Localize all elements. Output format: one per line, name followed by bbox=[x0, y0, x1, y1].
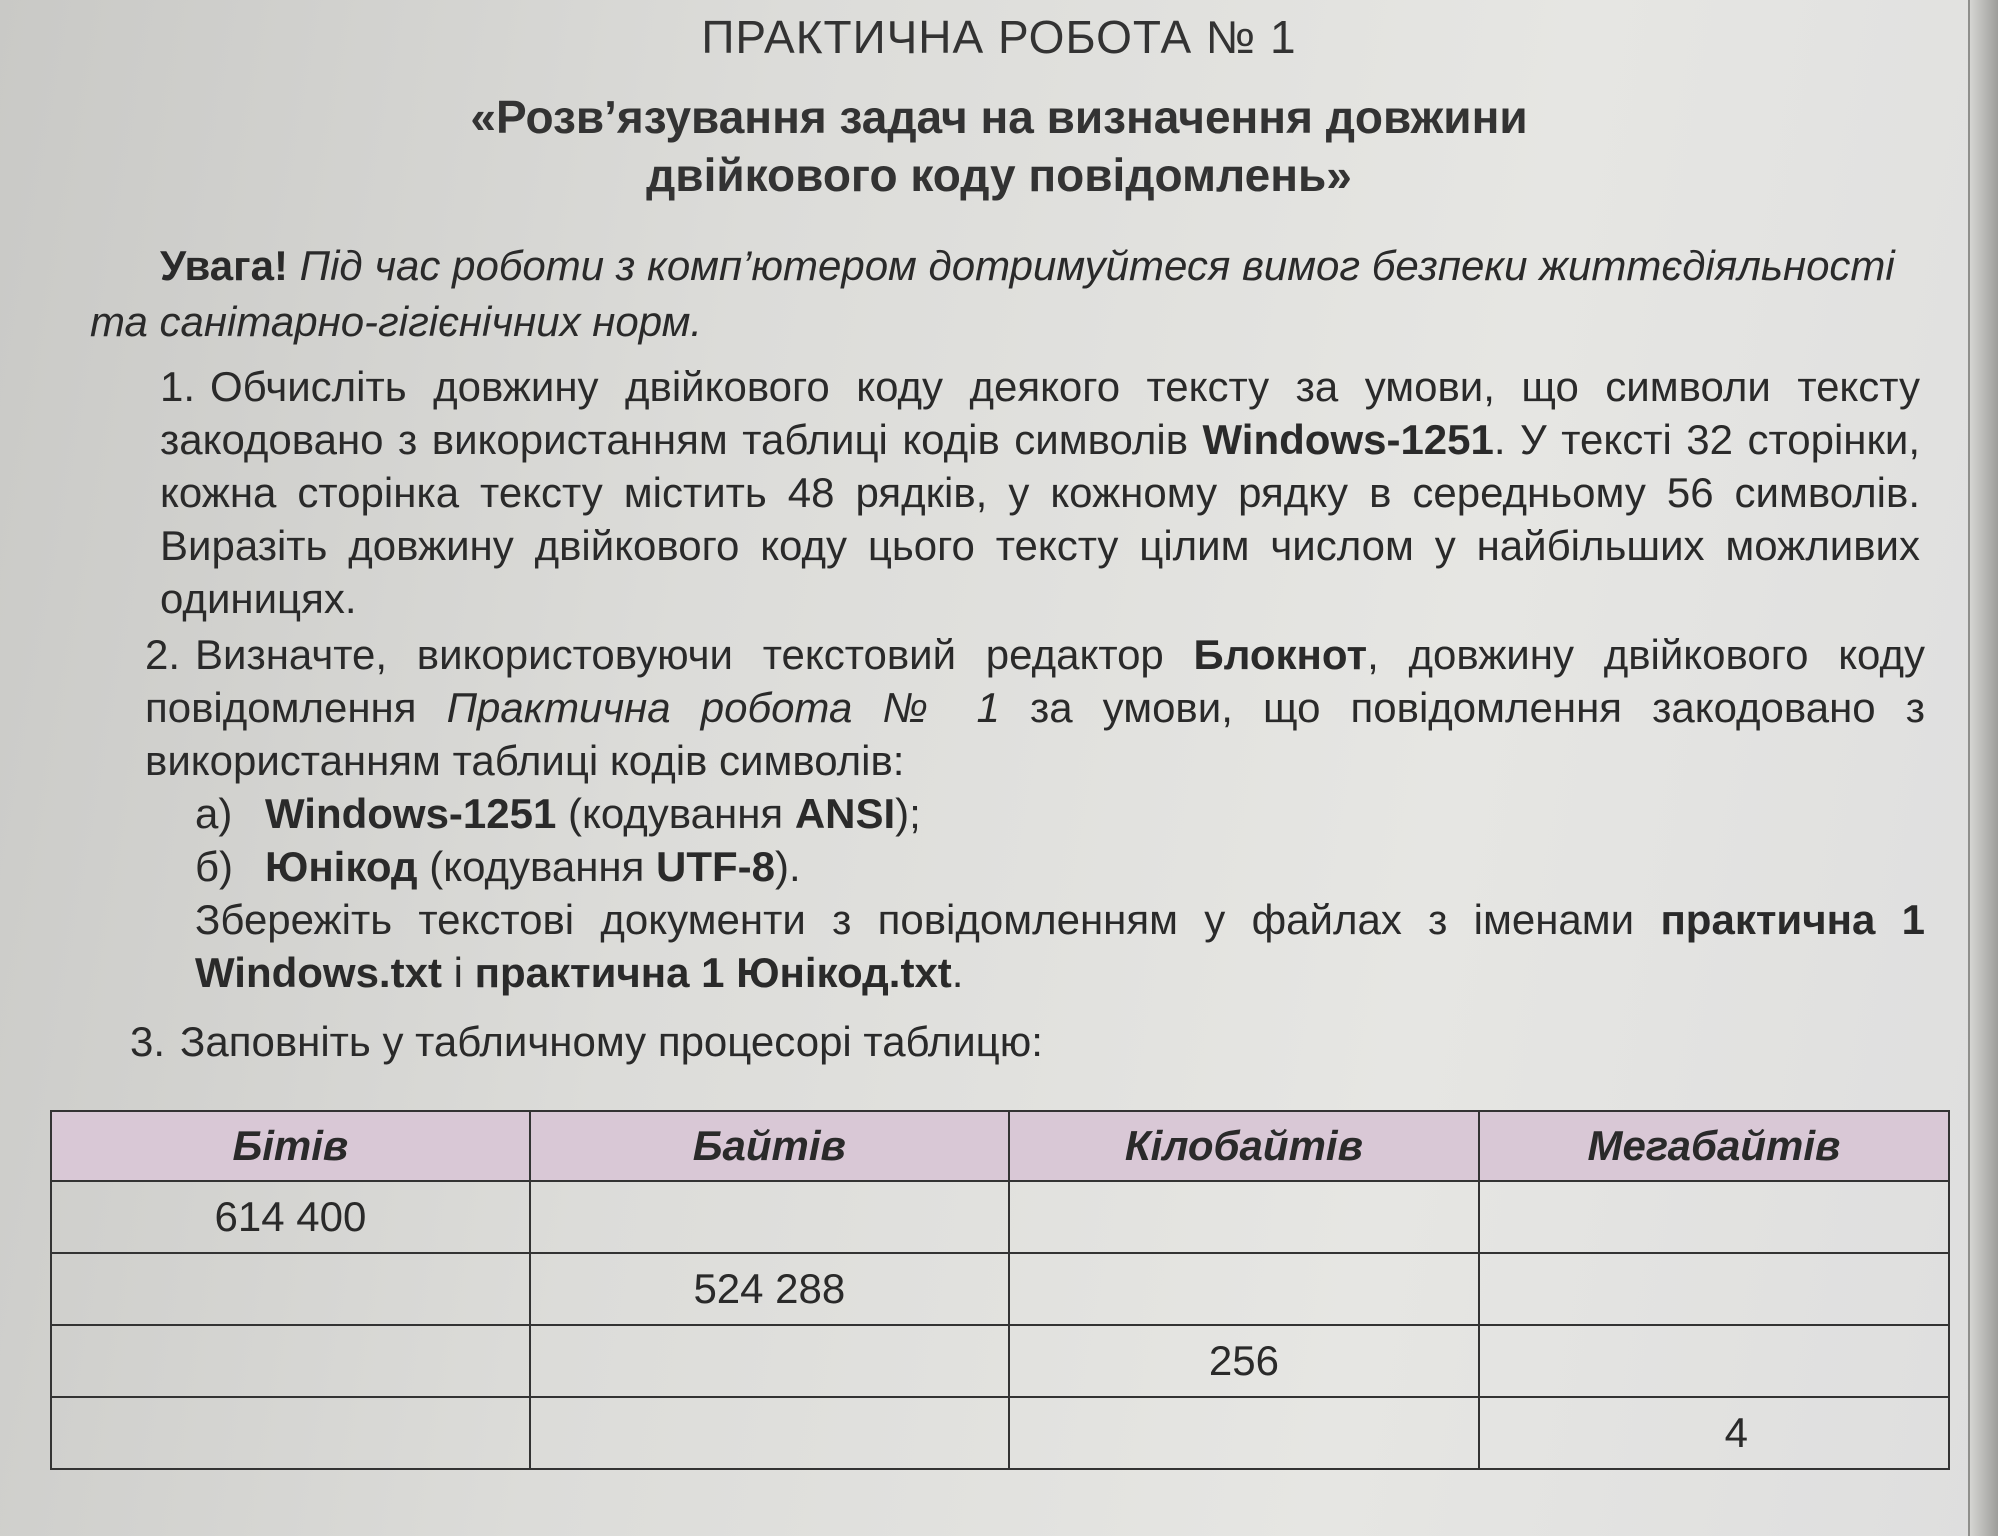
task-2-editor: Блокнот bbox=[1193, 631, 1368, 678]
task-1 bbox=[160, 360, 1920, 625]
table-cell bbox=[530, 1397, 1009, 1469]
task-1-number: 1. bbox=[160, 363, 196, 410]
note-end: . bbox=[951, 949, 964, 996]
header-kilobytes: Кілобайтів bbox=[1009, 1111, 1479, 1181]
option-b-encoding-name: UTF-8 bbox=[656, 843, 776, 890]
option-a-label: а) bbox=[195, 790, 233, 837]
option-b-label: б) bbox=[195, 843, 234, 890]
table-row bbox=[51, 1397, 1949, 1469]
option-b-text1: (кодування bbox=[417, 843, 657, 890]
table-cell bbox=[51, 1397, 530, 1469]
table-row bbox=[51, 1325, 1949, 1397]
task-2-option-b bbox=[145, 840, 1925, 893]
table-cell bbox=[1009, 1253, 1479, 1325]
subtitle-line-1: «Розв’язування задач на визначення довжини bbox=[470, 91, 1528, 143]
table-cell bbox=[1009, 1397, 1479, 1469]
option-a-encoding: Windows-1251 bbox=[265, 790, 557, 837]
note-text: Збережіть текстові документи з повідомленням у файлах з іменами bbox=[195, 896, 1661, 943]
header-bits: Бітів bbox=[51, 1111, 530, 1181]
table-cell: 4 bbox=[1479, 1397, 1949, 1469]
option-a-text2: ); bbox=[895, 790, 921, 837]
table-cell bbox=[1479, 1181, 1949, 1253]
table-cell: 524 288 bbox=[530, 1253, 1009, 1325]
page-title: ПРАКТИЧНА РОБОТА № 1 bbox=[701, 11, 1297, 63]
warning-text: Під час роботи з комп’ютером дотримуйтеся вимог безпеки життєдіяльності та санітарно-гігієнічних норм. bbox=[90, 242, 1895, 345]
task-1-text-b: . У тексті 32 сторінки, кожна сторінка тексту містить 48 рядків, у кожному рядку в середньому 56 символів. Виразіть довжину двійкового коду цього тексту цілим числом у найбільших можливих одиницях. bbox=[160, 416, 1920, 622]
option-b-text2: ). bbox=[775, 843, 801, 890]
subtitle-line-2: двійкового коду повідомлень» bbox=[646, 149, 1352, 201]
task-1-encoding: Windows-1251 bbox=[1202, 416, 1494, 463]
table-row bbox=[51, 1253, 1949, 1325]
table-row bbox=[51, 1181, 1949, 1253]
task-2-option-a bbox=[145, 787, 1925, 840]
task-2-text-a: Визначте, використовуючи текстовий редактор bbox=[195, 631, 1194, 678]
table-cell bbox=[530, 1181, 1009, 1253]
option-b-encoding: Юнікод bbox=[265, 843, 418, 890]
note-file-1: практична 1 Windows.txt bbox=[195, 896, 1925, 996]
units-table bbox=[50, 1110, 1950, 1470]
safety-warning bbox=[90, 238, 1920, 350]
table-cell bbox=[51, 1325, 530, 1397]
task-2-number: 2. bbox=[145, 631, 181, 678]
task-3-text: Заповніть у табличному процесорі таблицю: bbox=[180, 1018, 1043, 1065]
header-bytes: Байтів bbox=[530, 1111, 1009, 1181]
table-cell bbox=[1479, 1325, 1949, 1397]
task-1-text-a: Обчисліть довжину двійкового коду деякого тексту за умови, що символи тексту закодовано з використанням таблиці кодів символів bbox=[160, 363, 1920, 463]
option-a-text1: (кодування bbox=[556, 790, 795, 837]
task-3-number: 3. bbox=[130, 1018, 166, 1065]
table-cell: 256 bbox=[1009, 1325, 1479, 1397]
table-cell bbox=[530, 1325, 1009, 1397]
book-spine-edge bbox=[1968, 0, 1998, 1536]
note-mid: і bbox=[441, 949, 475, 996]
option-a-encoding-name: ANSI bbox=[794, 790, 896, 837]
table-cell bbox=[51, 1253, 530, 1325]
table-cell bbox=[1479, 1253, 1949, 1325]
warning-label: Увага! bbox=[160, 242, 288, 289]
note-file-2: практична 1 Юнікод.txt bbox=[474, 949, 952, 996]
task-2-text-b: , довжину двійкового коду повідомлення bbox=[145, 631, 1925, 731]
table-cell bbox=[1009, 1181, 1479, 1253]
task-2-text-c: за умови, що повідомлення закодовано з використанням таблиці кодів символів: bbox=[145, 684, 1926, 784]
task-2-save-note bbox=[145, 893, 1925, 999]
task-2 bbox=[145, 628, 1925, 999]
table-header-row bbox=[51, 1111, 1949, 1181]
header-megabytes: Мегабайтів bbox=[1479, 1111, 1949, 1181]
page-subtitle bbox=[0, 88, 1998, 204]
task-2-message: Практична робота № 1 bbox=[446, 684, 1000, 731]
table-cell: 614 400 bbox=[51, 1181, 530, 1253]
task-3 bbox=[130, 1015, 1920, 1068]
